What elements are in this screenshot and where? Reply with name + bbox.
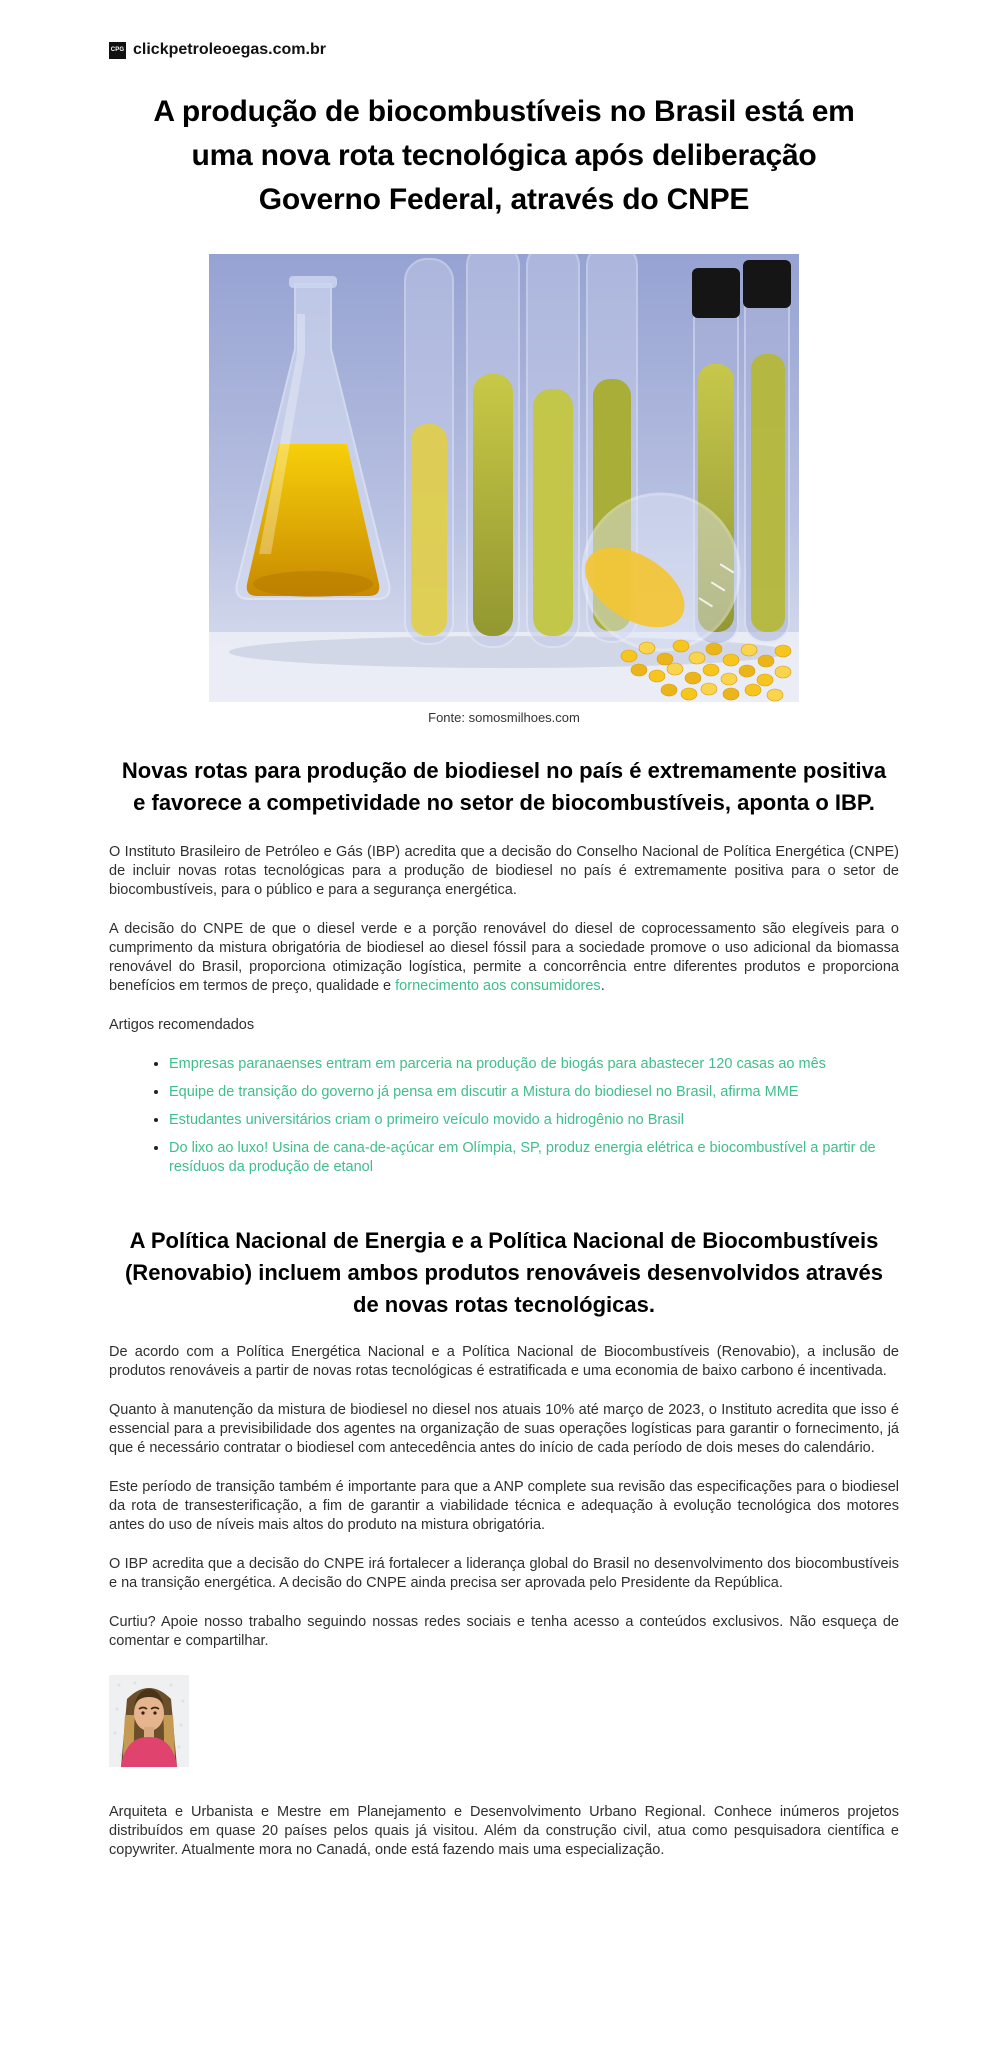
recommended-article-item xyxy=(169,1055,899,1074)
paragraph: O Instituto Brasileiro de Petróleo e Gás (IBP) acredita que a decisão do Conselho Nacional de Política Energética (CNPE) de incluir novas rotas tecnológicas para a produção de biodiesel no país é extremamente positiva para o setor de biocombustíveis, para o público e para a segurança energética. xyxy=(109,844,899,898)
paragraph: Quanto à manutenção da mistura de biodiesel no diesel nos atuais 10% até março de 2023, o Instituto acredita que isso é essencial para a previsibilidade dos agentes na organização de suas operações logísticas para garantir o fornecimento, já que é necessário contratar o biodiesel com antecedência antes do início de cada período de dois meses do calendário. xyxy=(109,1402,899,1456)
author-avatar xyxy=(109,1675,189,1767)
recommended-article-link[interactable]: Equipe de transição do governo já pensa em discutir a Mistura do biodiesel no Brasil, afirma MME xyxy=(169,1084,799,1100)
recommended-articles-label: Artigos recomendados xyxy=(109,1017,255,1033)
hero-caption: Fonte: somosmilhoes.com xyxy=(428,710,580,725)
site-domain-link[interactable]: clickpetroleoegas.com.br xyxy=(133,41,326,58)
article-body-1 xyxy=(109,843,899,1177)
hero-figure xyxy=(209,254,799,725)
author-bio: Arquiteta e Urbanista e Mestre em Planejamento e Desenvolvimento Urbano Regional. Conhece inúmeros projetos distribuídos em quase 20 países pelos quais já visitou. Além da construção civil, atua como pesquisadora científica e copywriter. Atualmente mora no Canadá, onde está fazendo mais uma especialização. xyxy=(109,1804,899,1858)
recommended-article-link[interactable]: Empresas paranaenses entram em parceria na produção de biogás para abastecer 120 casas ao mês xyxy=(169,1056,826,1072)
author-photo xyxy=(109,1675,189,1767)
site-header xyxy=(109,40,899,60)
recommended-article-link[interactable]: Do lixo ao luxo! Usina de cana-de-açúcar em Olímpia, SP, produz energia elétrica e biocombustível a partir de resíduos da produção de etanol xyxy=(169,1140,876,1175)
recommended-article-link[interactable]: Estudantes universitários criam o primeiro veículo movido a hidrogênio no Brasil xyxy=(169,1112,684,1128)
hero-image xyxy=(209,254,799,702)
paragraph-with-link xyxy=(109,920,899,996)
paragraph: O IBP acredita que a decisão do CNPE irá fortalecer a liderança global do Brasil no desenvolvimento dos biocombustíveis e na transição energética. A decisão do CNPE ainda precisa ser aprovada pelo Presidente da República. xyxy=(109,1556,899,1591)
paragraph-text: . xyxy=(600,978,605,994)
paragraph: De acordo com a Política Energética Nacional e a Política Nacional de Biocombustíveis (Renovabio), a inclusão de produtos renováveis a partir de novas rotas tecnológicas é estratificada e uma economia de baixo carbono é incentivada. xyxy=(109,1344,899,1379)
paragraph-text: A decisão do CNPE de que o diesel verde e a porção renovável do diesel de coprocessamento são elegíveis para o cumprimento da mistura obrigatória de biodiesel ao diesel fóssil para a sociedade promove o uso adicional da biomassa renovável do Brasil, proporciona otimização logística, permite a concorrência entre diferentes produtos e proporciona benefícios em termos de preço, qualidade e xyxy=(109,921,899,994)
article-title: A produção de biocombustíveis no Brasil está em uma nova rota tecnológica após deliberação Governo Federal, através do CNPE xyxy=(153,95,855,216)
article-body-2 xyxy=(109,1343,899,1860)
paragraph: Este período de transição também é importante para que a ANP complete sua revisão das especificações para o biodiesel da rota de transesterificação, a fim de garantir a viabilidade técnica e adequação à evolução tecnológica dos motores antes do uso de níveis mais altos do produto na mistura obrigatória. xyxy=(109,1479,899,1533)
subheading-1: Novas rotas para produção de biodiesel no país é extremamente positiva e favorece a competividade no setor de biocombustíveis, aponta o IBP. xyxy=(121,758,887,815)
recommended-article-item xyxy=(169,1139,899,1177)
recommended-article-item xyxy=(169,1111,899,1130)
inline-article-link[interactable]: fornecimento aos consumidores xyxy=(395,978,601,994)
site-favicon-icon: CPG xyxy=(109,42,126,59)
recommended-article-item xyxy=(169,1083,899,1102)
recommended-articles-list xyxy=(109,1055,899,1177)
paragraph: Curtiu? Apoie nosso trabalho seguindo nossas redes sociais e tenha acesso a conteúdos exclusivos. Não esqueça de comentar e compartilhar. xyxy=(109,1614,899,1649)
subheading-2: A Política Nacional de Energia e a Política Nacional de Biocombustíveis (Renovabio) incluem ambos produtos renováveis desenvolvidos através de novas rotas tecnológicas. xyxy=(124,1228,883,1317)
